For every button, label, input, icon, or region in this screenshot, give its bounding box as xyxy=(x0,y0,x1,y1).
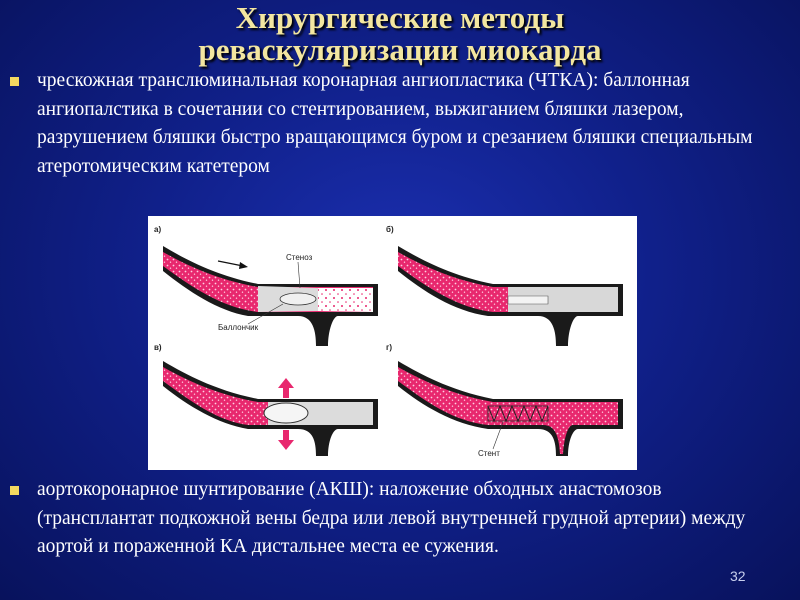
stenosis-label: Стеноз xyxy=(286,253,313,262)
page-number: 32 xyxy=(730,568,746,584)
balloon-label: Баллончик xyxy=(218,323,259,332)
title-line-1: Хирургические методы xyxy=(235,0,565,35)
stent-label: Стент xyxy=(478,449,500,458)
panel-d-label: г) xyxy=(386,343,392,352)
panel-b xyxy=(386,225,623,346)
title-line-2: реваскуляризации миокарда xyxy=(198,32,602,67)
panel-b-label: б) xyxy=(386,225,394,234)
panel-c xyxy=(154,343,378,456)
angioplasty-illustration xyxy=(148,216,637,470)
panel-a-label: а) xyxy=(154,225,162,234)
panel-d xyxy=(386,343,623,458)
slide-title xyxy=(0,2,800,66)
bullet-text: аортокоронарное шунтирование (АКШ): наложение обходных анастомозов (трансплантат подкожной вены бедра или левой внутренней грудной артерии) между аортой и пораженной КА дистальнее места ее сужения. xyxy=(37,479,746,557)
bullet-text: чрескожная транслюминальная коронарная ангиопластика (ЧТКА): баллонная ангиопалстика в сочетании со стентированием, выжиганием бляшки лазером, разрушением бляшки быстро вращающимся буром и срезанием бляшки специальным атеротомическим катетером xyxy=(37,70,753,177)
panel-a xyxy=(154,225,378,346)
angioplasty-figure xyxy=(148,216,637,470)
bullet-marker xyxy=(10,77,19,86)
panel-c-label: в) xyxy=(154,343,162,352)
bullet-marker xyxy=(10,486,19,495)
